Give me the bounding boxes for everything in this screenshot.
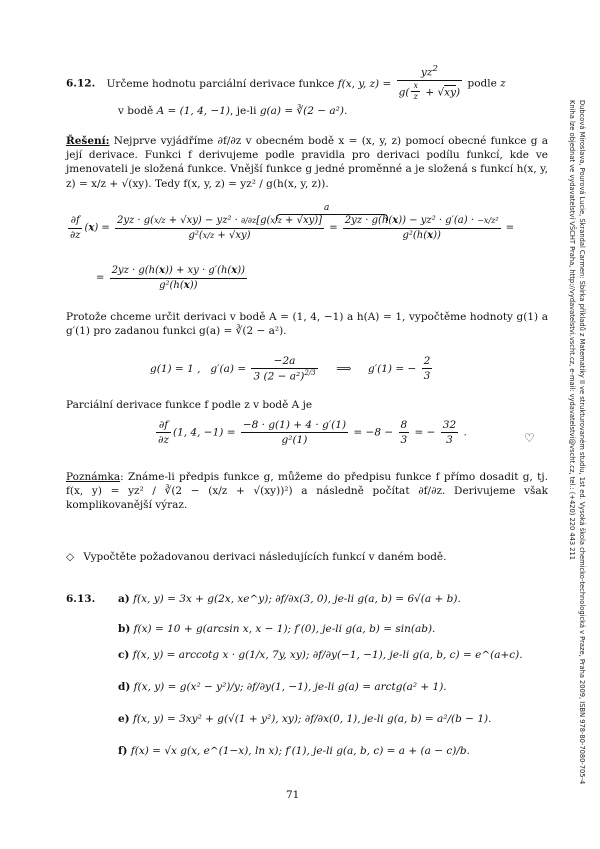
side-citation (556, 100, 596, 820)
item-text-e: f(x, y) = 3xy² + g(√(1 + y²), xy); ∂f/∂x(0, 1), je-li g(a, b) = a²/(b − 1). (133, 713, 492, 725)
derivation-line-4: $\frac{\partial f}{\partial z}$ (1, 4, −1) = $\frac{-8 \cdot g(1) + 4 \cdot g'(1)}{\text{g²(1)}}$ = −8 − $\frac{8}{3}$ = − $\frac{32}{3}$ . (158, 419, 467, 447)
derivation-line-3: g(1) = 1 , g′(a) = $\frac{-2a}{3 (2 - a^2)^{2/3}}$ ⟹ g′(1) = − $\frac{2}{3}$ (150, 355, 431, 383)
solution-paragraph-2: Protože chceme určit derivaci v bodě A = (1, 4, −1) a h(A) = 1, vypočtěme hodnoty g(1) a g′(1) pro zadanou funkci g(a) = ∛(2 − a²). (66, 311, 548, 338)
solution-label: Řešení: (66, 135, 110, 147)
problem-6-13-item-e (118, 712, 548, 726)
item-text-d: f(x, y) = g(x² − y²)/y; ∂f/∂y(1, −1), je-li g(a) = arctg(a² + 1). (133, 681, 447, 693)
task-intro-text: Vypočtěte požadovanou derivaci následujících funkcí v daném bodě. (83, 551, 447, 563)
page-number: 71 (286, 789, 300, 801)
item-label-e: e) (118, 713, 130, 725)
side-citation-line2: Kniha lze objednat ve vydavatelství VŠCHT Praha, http://vydavatelstvi.vscht.cz, e-mail: vydavatelstvi@vscht.cz, tel.: (+420) 220 443 211 (568, 100, 576, 561)
derivation-line-2: = $\frac{2yz \cdot g(h(x)) + xy \cdot g'(h(x))}{\text{g²(h(x))}}$ (96, 265, 246, 291)
item-text-f: f(x) = √x g(x, e^(1−x), ln x); f′(1), je-li g(a, b, c) = a + (a − c)/b. (130, 745, 470, 757)
problem-6-12-line2 (118, 104, 558, 118)
task-intro (66, 550, 446, 564)
derivation-line-1: a $\frac{\partial f}{\partial z}$ (x) = $\frac{\text{2yz · g(x/z + √xy) − yz² · ∂/∂z[g(x/z + √xy)]}}{\text{g²(x/z + √xy)}}$ = $\frac{\text{2yz · g(h(x)) − yz² · g′(a) · −x/z²}}{\text{g²(h(x))}}$ = (70, 203, 515, 241)
note-label: Poznámka (66, 471, 121, 483)
problem-6-13-item-c (118, 648, 548, 662)
side-citation-line1: Dubcová Miroslava, Pourová Lucie, Skrandal Carmen: Sbírka příkladů z Matematiky II ve strukturovaném studiu, 1st ed. Vysoká škola chemicko-technologická v Praze, Praha 2009, ISBN 978-80-7080-705-4 (578, 100, 586, 785)
item-label-f: f) (118, 745, 128, 757)
formula-f: f(x, y, z) = $yz^2$ g( $\frac{x}{z}$ + √xy) (337, 64, 461, 102)
item-label-a: a) (118, 593, 130, 605)
solution-text-1: Nejprve vyjádříme ∂f/∂z v obecném bodě x = (x, y, z) pomocí obecné funkce g a její derivace. Funkci f derivujeme podle pravidla pro derivaci podílu funkcí, kde ve jmenovateli je složená funkce. Vnější funkce g jedné proměnné a je složená s funkcí h(x, y, z) = x/z + √(xy). Tedy f(x, y, z) = yz² / g(h(x, y, z)). (66, 135, 548, 190)
problem-6-13-item-d (118, 680, 548, 694)
end-of-solution-icon: ♡ (524, 431, 535, 445)
diamond-icon: ◇ (66, 551, 75, 563)
item-label-b: b) (118, 623, 131, 635)
problem-6-13-number: 6.13. (66, 593, 96, 605)
point-A: A = (1, 4, −1) (156, 105, 231, 117)
item-label-c: c) (118, 649, 130, 661)
problem-text-a: Určeme hodnotu parciální derivace funkce (106, 77, 335, 90)
problem-text-c: v bodě (118, 105, 154, 117)
brace-label: a (324, 203, 330, 213)
overbrace (276, 214, 388, 221)
solution-paragraph-3: Parciální derivace funkce f podle z v bodě A je (66, 399, 313, 411)
solution-paragraph-1 (66, 134, 548, 191)
problem-6-13-item-f (118, 744, 548, 758)
problem-6-13-item-b (118, 622, 548, 636)
item-text-a: f(x, y) = 3x + g(2x, xe^y); ∂f/∂x(3, 0), je-li g(a, b) = 6√(a + b). (133, 593, 461, 605)
problem-6-13-item-a (118, 592, 548, 606)
item-text-b: f(x) = 10 + g(arcsin x, x − 1); f′(0), je-li g(a, b) = sin(ab). (133, 623, 436, 635)
item-label-d: d) (118, 681, 131, 693)
problem-text-d: , je-li (230, 105, 257, 117)
item-text-c: f(x, y) = arccotg x · g(1/x, 7y, xy); ∂f/∂y(−1, −1), je-li g(a, b, c) = e^(a+c). (132, 649, 523, 661)
note-paragraph (66, 470, 548, 513)
problem-number: 6.12. (66, 77, 96, 90)
g-definition: g(a) = ∛(2 − a²). (259, 105, 348, 117)
problem-6-12: 6.12. Určeme hodnotu parciální derivace funkce f(x, y, z) = $yz^2$ g( $\frac{x}{z}$ + √xy) podle z (66, 64, 506, 102)
note-text: : Známe-li předpis funkce g, můžeme do předpisu funkce f přímo dosadit g, tj. f(x, y) = yz² / ∛(2 − (x/z + √(xy))²) a následně počítat ∂f/∂z. Derivujeme však komplikovanější výraz. (66, 471, 548, 512)
problem-text-b: podle (467, 77, 497, 90)
